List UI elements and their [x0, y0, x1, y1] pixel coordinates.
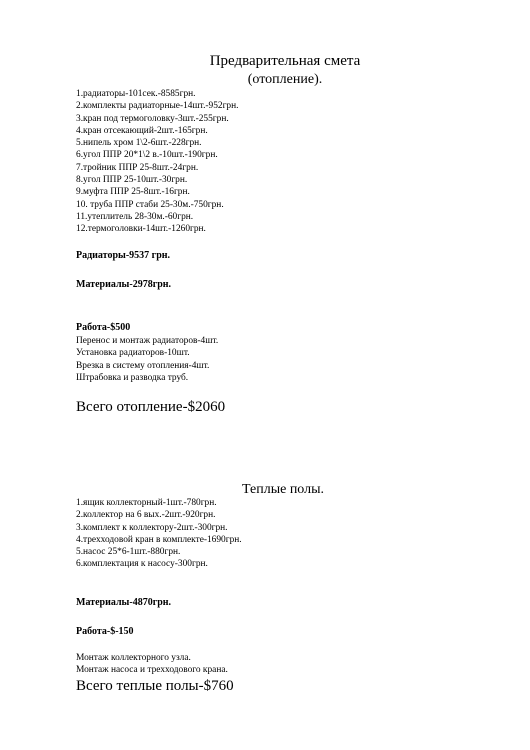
- list-item: 4.трехходовой кран в комплекте-1690грн.: [76, 534, 242, 545]
- list-item: 7.тройник ППР 25-8шт.-24грн.: [76, 162, 199, 173]
- heating-grand-total: Всего отопление-$2060: [76, 399, 226, 415]
- floors-work-title: Работа-$-150: [76, 626, 134, 637]
- list-item: 9.муфта ППР 25-8шт.-16грн.: [76, 187, 190, 198]
- list-item: 8.угол ППР 25-10шт.-30грн.: [76, 175, 188, 186]
- list-item: Перенос и монтаж радиаторов-4шт.: [76, 336, 219, 346]
- heating-items-list: [76, 88, 239, 236]
- list-item: 10. труба ППР стаби 25-30м.-750грн.: [76, 199, 224, 210]
- list-item: 3.кран под термоголовку-3шт.-255грн.: [76, 113, 229, 124]
- list-item: Монтаж насоса и трехходового крана.: [76, 665, 228, 676]
- list-item: 5.нипель хром 1\2-6шт.-228грн.: [76, 138, 202, 149]
- list-item: 4.кран отсекающий-2шт.-165грн.: [76, 125, 208, 136]
- floors-grand-total: Всего теплые полы-$760: [76, 678, 234, 694]
- list-item: Штрабовка и разводка труб.: [76, 372, 189, 383]
- list-item: 1.ящик коллекторный-1шт.-780грн.: [76, 498, 217, 508]
- list-item: 6.комплектация к насосу-300грн.: [76, 559, 208, 570]
- list-item: Монтаж коллекторного узла.: [76, 653, 191, 663]
- heating-work-list: [76, 335, 218, 384]
- list-item: 5.насос 25*6-1шт.-880грн.: [76, 547, 181, 558]
- list-item: 3.комплект к коллектору-2шт.-300грн.: [76, 522, 228, 533]
- list-item: 11.утеплитель 28-30м.-60грн.: [76, 211, 194, 222]
- heating-title: Предварительная смета: [209, 53, 361, 69]
- list-item: 1.радиаторы-101сек.-8585грн.: [76, 89, 196, 99]
- list-item: 12.термоголовки-14шт.-1260грн.: [76, 224, 206, 235]
- heating-subtitle: (отопление).: [247, 72, 323, 87]
- floors-work-list: [76, 652, 228, 677]
- floors-items-list: [76, 497, 242, 571]
- radiators-total: Радиаторы-9537 грн.: [76, 250, 171, 261]
- list-item: Врезка в систему отопления-4шт.: [76, 360, 210, 371]
- floors-title: Теплые полы.: [241, 482, 325, 497]
- list-item: 2.коллектор на 6 вых.-2шт.-920грн.: [76, 510, 216, 521]
- heating-work-title: Работа-$500: [76, 322, 131, 333]
- list-item: 6.угол ППР 20*1\2 в.-10шт.-190грн.: [76, 150, 218, 161]
- list-item: 2.комплекты радиаторные-14шт.-952грн.: [76, 101, 239, 112]
- floors-materials-total: Материалы-4870грн.: [76, 597, 172, 608]
- list-item: Установка радиаторов-10шт.: [76, 348, 190, 359]
- heating-materials-total: Материалы-2978грн.: [76, 279, 172, 290]
